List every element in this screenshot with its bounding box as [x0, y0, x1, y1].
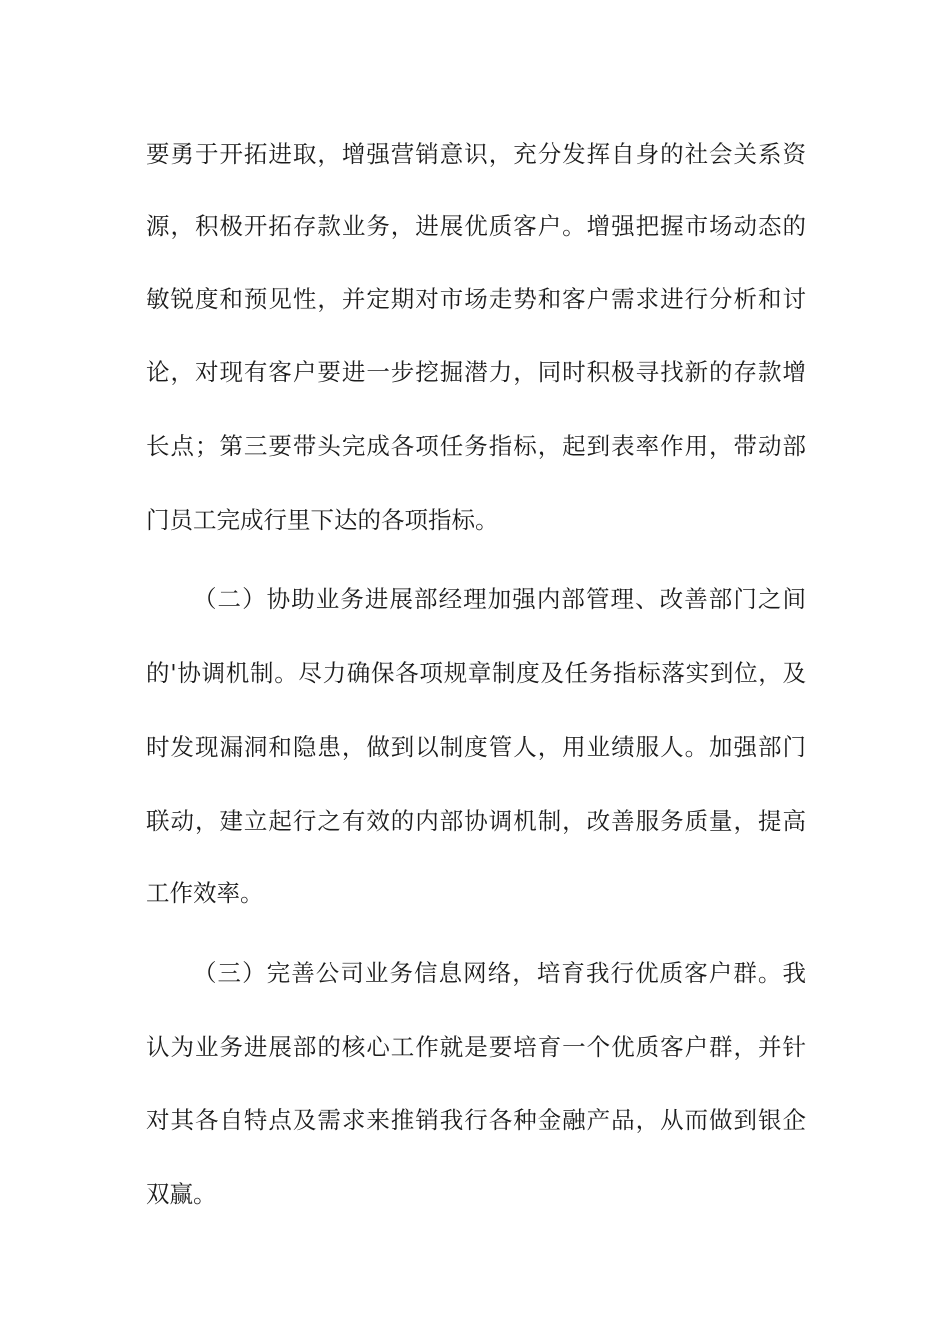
text-line: （三）完善公司业务信息网络，培育我行优质客户群。我	[193, 959, 806, 987]
text-line: 论，对现有客户要进一步挖掘潜力，同时积极寻找新的存款增	[146, 358, 806, 386]
text-line: 源，积极开拓存款业务，进展优质客户。增强把握市场动态的	[146, 212, 806, 240]
text-line: 敏锐度和预见性，并定期对市场走势和客户需求进行分析和讨	[146, 285, 806, 313]
text-line: 时发现漏洞和隐患，做到以制度管人，用业绩服人。加强部门	[146, 733, 806, 761]
text-line: （二）协助业务进展部经理加强内部管理、改善部门之间	[193, 585, 806, 613]
text-line: 认为业务进展部的核心工作就是要培育一个优质客户群，并针	[146, 1033, 806, 1061]
text-line: 长点；第三要带头完成各项任务指标，起到表率作用，带动部	[146, 432, 806, 460]
text-line: 对其各自特点及需求来推销我行各种金融产品，从而做到银企	[146, 1106, 806, 1134]
text-line: 双赢。	[146, 1180, 217, 1208]
text-line: 联动，建立起行之有效的内部协调机制，改善服务质量，提高	[146, 807, 806, 835]
text-line: 要勇于开拓进取，增强营销意识，充分发挥自身的社会关系资	[146, 140, 806, 168]
text-line: 工作效率。	[146, 879, 264, 907]
text-line: 的'协调机制。尽力确保各项规章制度及任务指标落实到位，及	[146, 659, 806, 687]
text-line: 门员工完成行里下达的各项指标。	[146, 506, 499, 534]
